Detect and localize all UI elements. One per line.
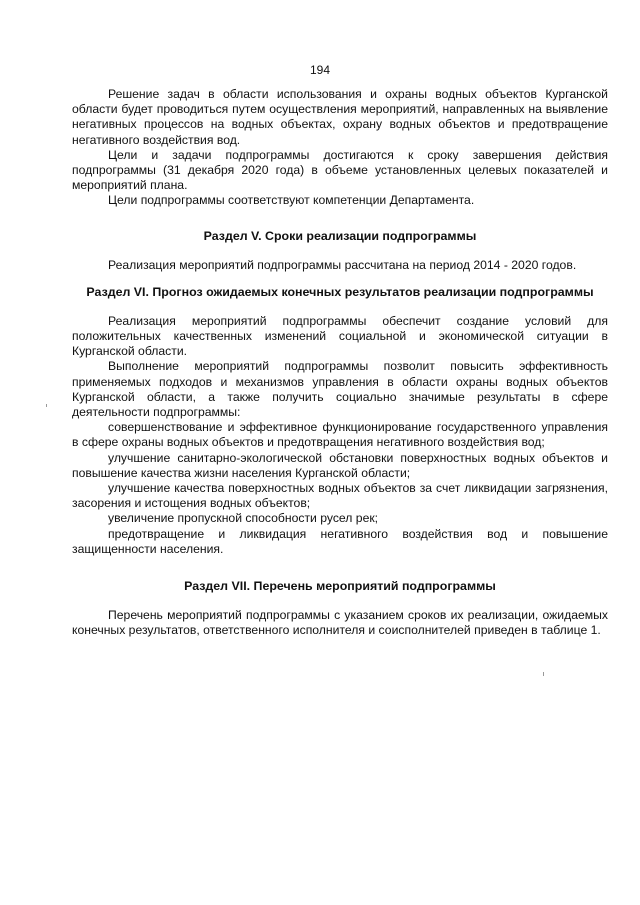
list-item: улучшение качества поверхностных водных объектов за счет ликвидации загрязнения, засорения и истощения водных объектов; — [72, 481, 608, 511]
list-item: увеличение пропускной способности русел рек; — [108, 511, 379, 526]
list-item: совершенствование и эффективное функционирование государственного управления в сфере охраны водных объектов и предотвращения негативного воздействия вод; — [72, 420, 608, 450]
scan-speck — [46, 404, 47, 407]
paragraph: Реализация мероприятий подпрограммы обеспечит создание условий для положительных качественных изменений социальной и экономической ситуации в Курганской области. — [72, 313, 608, 359]
page-number: 194 — [309, 63, 331, 77]
paragraph: Выполнение мероприятий подпрограммы позволит повысить эффективность применяемых подходов и механизмов управления в области охраны водных объектов Курганской области, а также получить социально значимые результаты в сфере деятельности подпрограммы: — [72, 359, 608, 420]
paragraph: Реализация мероприятий подпрограммы рассчитана на период 2014 - 2020 годов. — [108, 257, 577, 272]
paragraph: Цели и задачи подпрограммы достигаются к сроку завершения действия подпрограммы (31 декабря 2020 года) в объеме установленных целевых показателей и мероприятий плана. — [72, 147, 608, 193]
list-item: улучшение санитарно-экологической обстановки поверхностных водных объектов и повышение качества жизни населения Курганской области; — [72, 450, 608, 480]
section-7-heading: Раздел VII. Перечень мероприятий подпрограммы — [184, 579, 496, 594]
section-5-heading: Раздел V. Сроки реализации подпрограммы — [203, 228, 477, 243]
paragraph: Решение задач в области использования и охраны водных объектов Курганской области будет проводиться путем осуществления мероприятий, направленных на выявление негативных процессов на водных объектах, охрану водных объектов и предотвращение негативного воздействия вод. — [72, 87, 608, 147]
document-body — [72, 87, 608, 638]
paragraph: Цели подпрограммы соответствуют компетенции Департамента. — [108, 193, 475, 208]
section-6-heading: Раздел VI. Прогноз ожидаемых конечных результатов реализации подпрограммы — [86, 284, 594, 299]
scan-speck — [543, 672, 544, 676]
list-item: предотвращение и ликвидация негативного воздействия вод и повышение защищенности населения. — [72, 526, 608, 556]
paragraph: Перечень мероприятий подпрограммы с указанием сроков их реализации, ожидаемых конечных результатов, ответственного исполнителя и соисполнителей приведен в таблице 1. — [72, 608, 608, 638]
